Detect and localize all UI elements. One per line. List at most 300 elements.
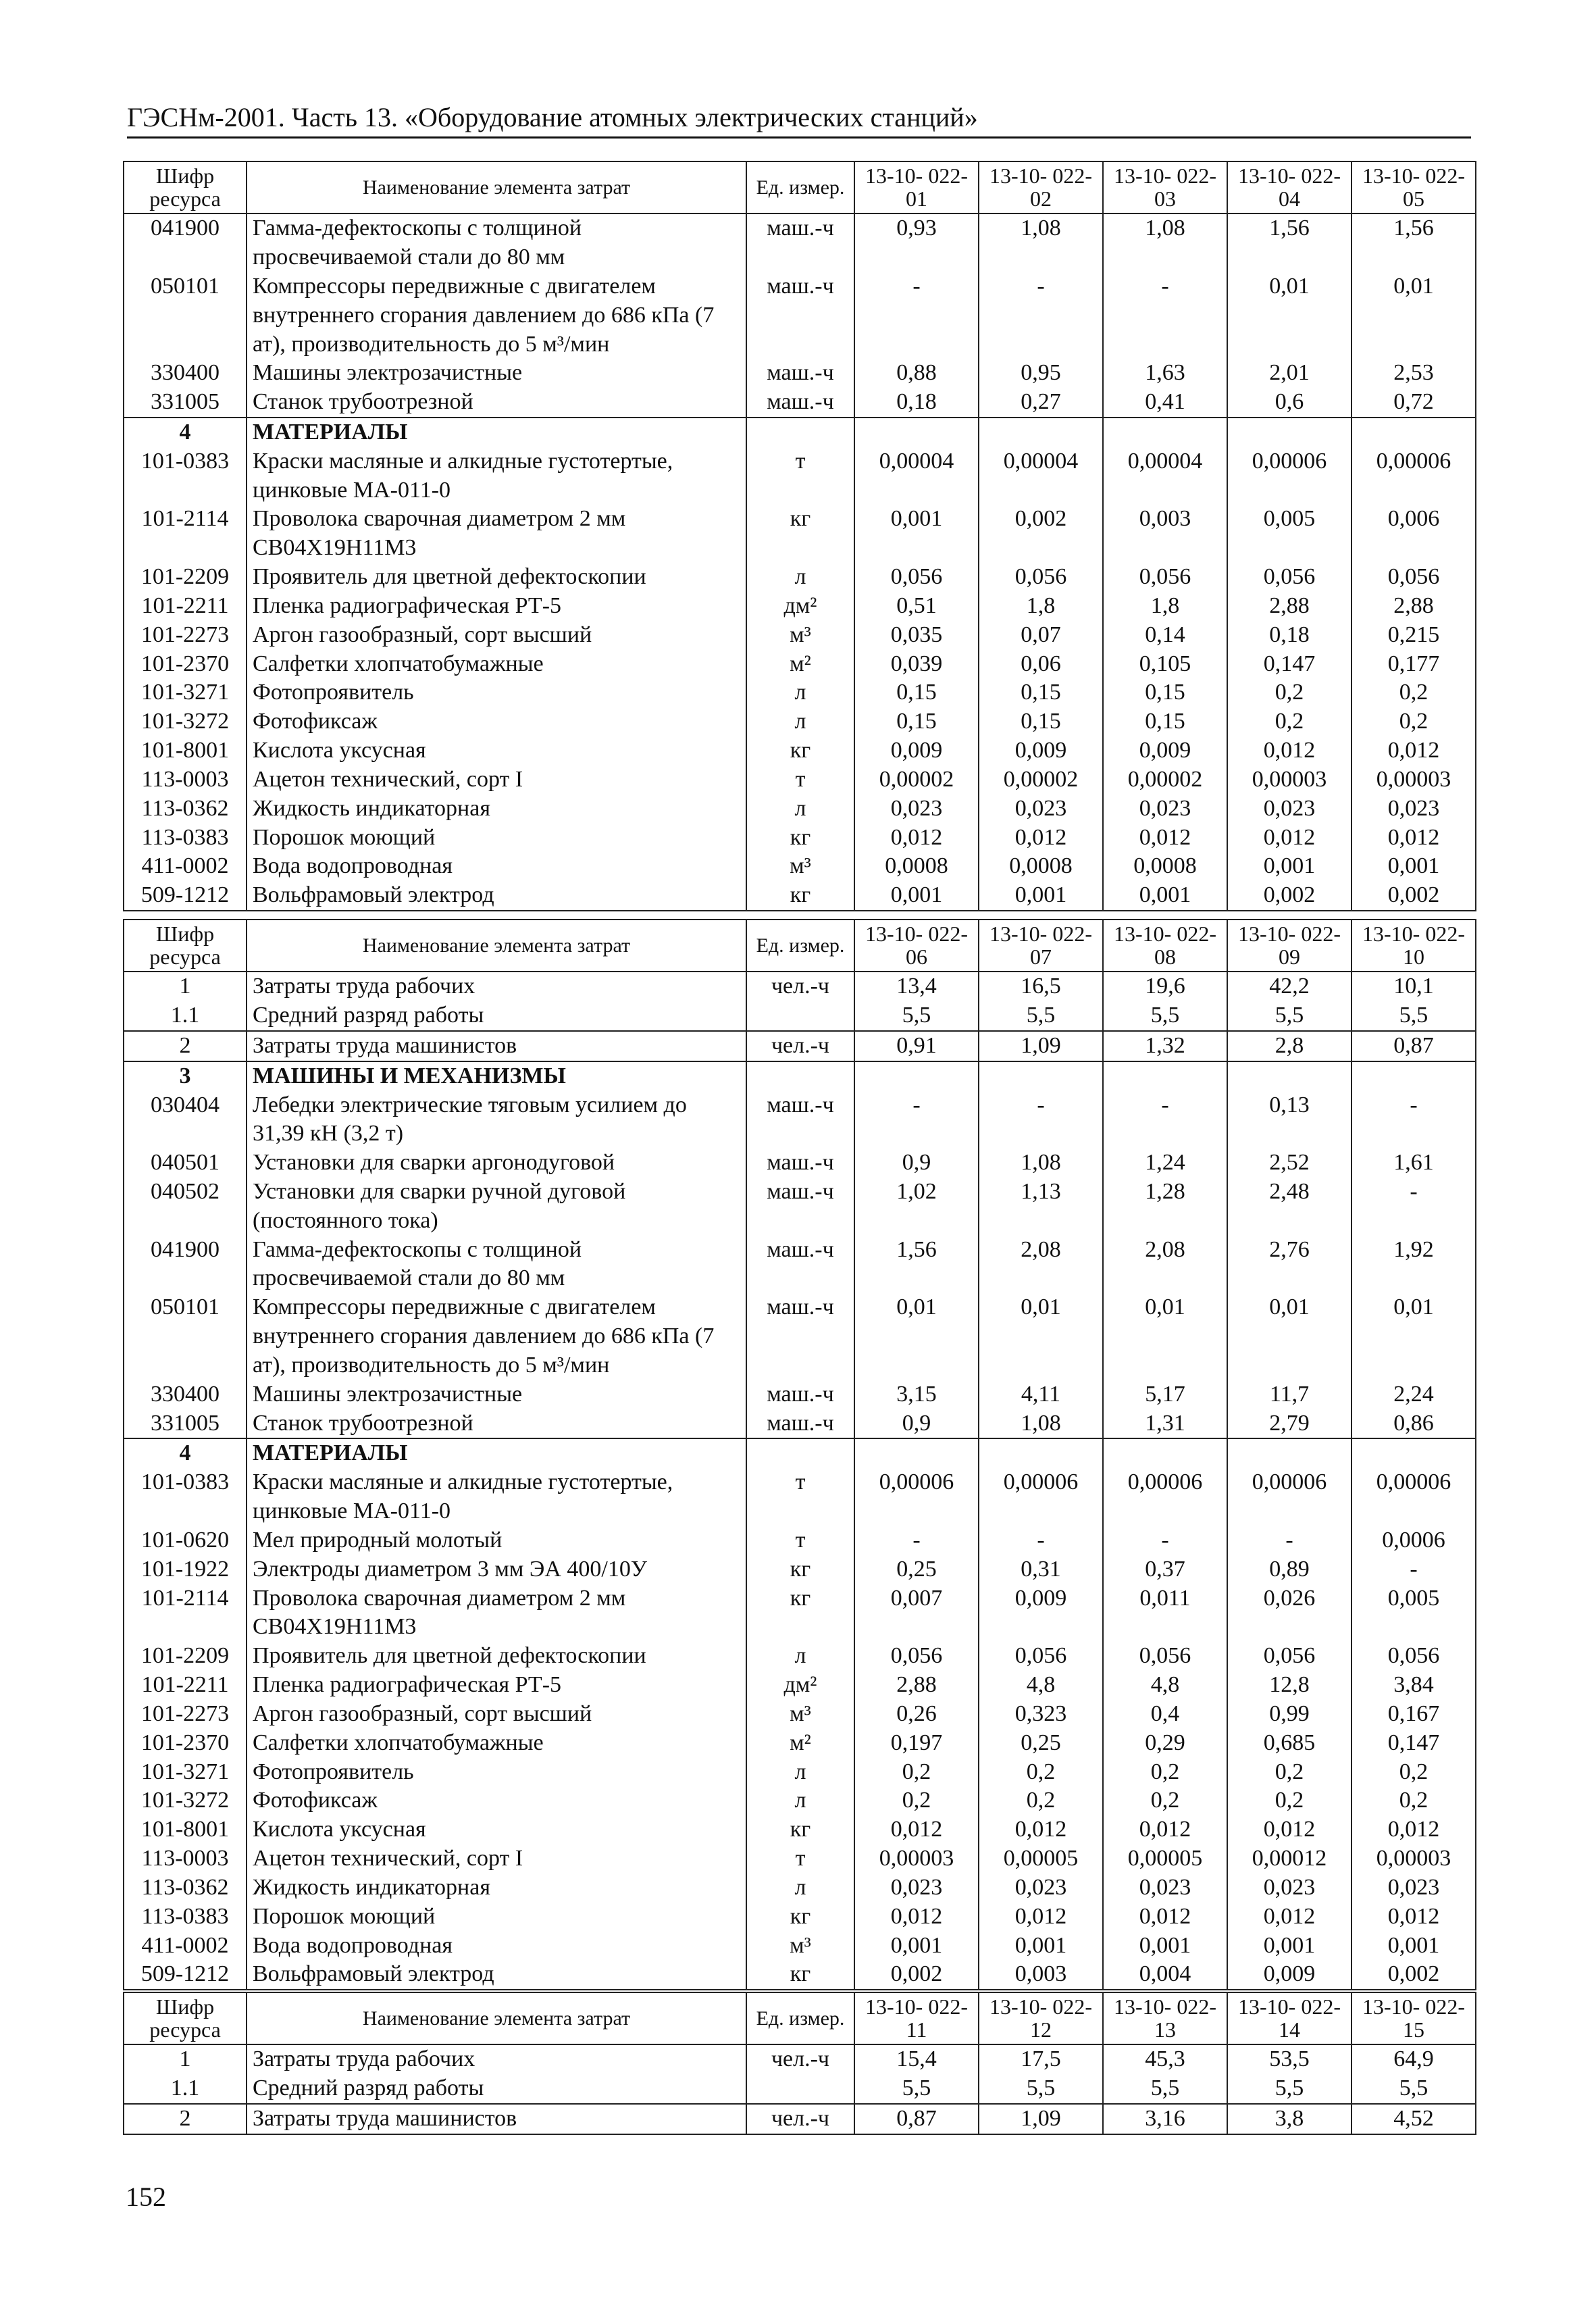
norm-value: - xyxy=(854,272,979,359)
table-row xyxy=(124,736,1476,765)
norm-value: 0,035 xyxy=(854,621,979,650)
unit-of-measure: кг xyxy=(746,1555,854,1584)
table-row xyxy=(124,2044,1476,2074)
cost-element-name: Станок трубоотрезной xyxy=(247,1409,746,1439)
norm-value: 0,685 xyxy=(1227,1729,1352,1758)
table-row xyxy=(124,1786,1476,1815)
column-header-norm-code: 13-10- 022-01 xyxy=(854,161,979,213)
table-row xyxy=(124,621,1476,650)
norm-value xyxy=(1103,1438,1227,1468)
norm-value: 0,93 xyxy=(854,213,979,272)
table-row xyxy=(124,447,1476,505)
unit-of-measure: дм² xyxy=(746,592,854,621)
norm-value: 0,023 xyxy=(979,1873,1103,1903)
norm-value: 5,5 xyxy=(854,2074,979,2104)
page-number: 152 xyxy=(126,2182,166,2212)
cost-element-name: Фотопроявитель xyxy=(247,678,746,707)
norm-value: 0,0008 xyxy=(979,852,1103,881)
unit-of-measure: л xyxy=(746,1758,854,1787)
norm-value: 1,32 xyxy=(1103,1031,1227,1061)
resource-code: 101-2209 xyxy=(124,563,247,592)
table-row xyxy=(124,359,1476,388)
unit-of-measure xyxy=(746,1001,854,1031)
resource-code: 509-1212 xyxy=(124,1960,247,1990)
norm-value: 2,08 xyxy=(979,1236,1103,1294)
norm-value: 0,2 xyxy=(1103,1758,1227,1787)
norm-value: 3,8 xyxy=(1227,2104,1352,2134)
norm-value: 5,5 xyxy=(1103,1001,1227,1031)
norm-value: 0,105 xyxy=(1103,650,1227,679)
resource-code: 411-0002 xyxy=(124,852,247,881)
table-row xyxy=(124,563,1476,592)
norm-value: 0,005 xyxy=(1352,1584,1476,1642)
unit-of-measure: л xyxy=(746,1642,854,1671)
unit-of-measure: м³ xyxy=(746,852,854,881)
norm-value: 1,92 xyxy=(1352,1236,1476,1294)
norm-value: 0,07 xyxy=(979,621,1103,650)
norm-value: 0,89 xyxy=(1227,1555,1352,1584)
norm-value: 5,5 xyxy=(1352,2074,1476,2104)
norm-value: 64,9 xyxy=(1352,2044,1476,2074)
norm-value: 0,2 xyxy=(1352,707,1476,736)
norm-value: 0,0008 xyxy=(1103,852,1227,881)
norm-value xyxy=(854,1438,979,1468)
resource-code: 1 xyxy=(124,972,247,1001)
norm-value: 0,177 xyxy=(1352,650,1476,679)
norm-value: 2,76 xyxy=(1227,1236,1352,1294)
norm-value: 0,012 xyxy=(1352,824,1476,853)
norm-value: 0,056 xyxy=(1352,563,1476,592)
unit-of-measure: чел.-ч xyxy=(746,2044,854,2074)
norm-value: 0,01 xyxy=(1103,1293,1227,1380)
unit-of-measure xyxy=(746,1061,854,1091)
norm-value: 17,5 xyxy=(979,2044,1103,2074)
norm-value: 0,2 xyxy=(1352,1786,1476,1815)
resource-code: 101-0383 xyxy=(124,1468,247,1526)
table-header-row xyxy=(124,920,1476,972)
column-header-norm-code: 13-10- 022-11 xyxy=(854,1992,979,2044)
norm-value: 0,001 xyxy=(1352,1932,1476,1961)
column-header-name: Наименование элемента затрат xyxy=(247,1992,746,2044)
cost-element-name: Фотофиксаж xyxy=(247,1786,746,1815)
norm-value: 0,2 xyxy=(1227,1758,1352,1787)
table-row xyxy=(124,1409,1476,1439)
norm-value: 0,00006 xyxy=(1352,1468,1476,1526)
norm-value: 0,27 xyxy=(979,388,1103,418)
norm-value: 0,2 xyxy=(979,1758,1103,1787)
norm-value: 2,53 xyxy=(1352,359,1476,388)
cost-element-name: Вода водопроводная xyxy=(247,1932,746,1961)
norm-value: 0,00003 xyxy=(854,1844,979,1873)
norm-value: 2,88 xyxy=(1227,592,1352,621)
norm-value: - xyxy=(979,1526,1103,1555)
unit-of-measure: м³ xyxy=(746,1932,854,1961)
resource-code: 4 xyxy=(124,418,247,447)
resource-code: 101-2370 xyxy=(124,650,247,679)
resource-code: 101-3271 xyxy=(124,678,247,707)
unit-of-measure: кг xyxy=(746,1584,854,1642)
cost-element-name: Затраты труда рабочих xyxy=(247,2044,746,2074)
unit-of-measure: маш.-ч xyxy=(746,388,854,418)
norm-value: 1,8 xyxy=(1103,592,1227,621)
column-header-norm-code: 13-10- 022-13 xyxy=(1103,1992,1227,2044)
unit-of-measure: м² xyxy=(746,1729,854,1758)
resource-code: 113-0383 xyxy=(124,1903,247,1932)
cost-element-name: Фотофиксаж xyxy=(247,707,746,736)
unit-of-measure: дм² xyxy=(746,1671,854,1700)
table-header-row xyxy=(124,1992,1476,2044)
table-row xyxy=(124,1873,1476,1903)
norm-value: 0,2 xyxy=(1227,678,1352,707)
resource-code: 101-2209 xyxy=(124,1642,247,1671)
norm-value: 0,86 xyxy=(1352,1409,1476,1439)
norm-value: 0,15 xyxy=(1103,707,1227,736)
unit-of-measure: маш.-ч xyxy=(746,1293,854,1380)
norm-value: 0,012 xyxy=(1352,1815,1476,1844)
resource-code: 1.1 xyxy=(124,2074,247,2104)
norm-value: 0,004 xyxy=(1103,1960,1227,1990)
resource-code: 101-2370 xyxy=(124,1729,247,1758)
norm-value: - xyxy=(1227,1526,1352,1555)
norm-value: 2,88 xyxy=(854,1671,979,1700)
norm-value xyxy=(1227,1061,1352,1091)
cost-element-name: Жидкость индикаторная xyxy=(247,1873,746,1903)
unit-of-measure: м³ xyxy=(746,1700,854,1729)
norm-value xyxy=(1352,1061,1476,1091)
resource-code: 1.1 xyxy=(124,1001,247,1031)
table-row xyxy=(124,213,1476,272)
table-row xyxy=(124,707,1476,736)
norm-value: 0,005 xyxy=(1227,505,1352,563)
column-header-norm-code: 13-10- 022-04 xyxy=(1227,161,1352,213)
table-row xyxy=(124,1642,1476,1671)
norm-value: 0,002 xyxy=(854,1960,979,1990)
table-row xyxy=(124,1815,1476,1844)
resource-code: 101-2273 xyxy=(124,621,247,650)
norm-value: 0,056 xyxy=(1352,1642,1476,1671)
norm-value: 0,056 xyxy=(1227,1642,1352,1671)
cost-element-name: Затраты труда машинистов xyxy=(247,1031,746,1061)
norm-value: 0,6 xyxy=(1227,388,1352,418)
table-row xyxy=(124,1671,1476,1700)
column-header-name: Наименование элемента затрат xyxy=(247,161,746,213)
resource-code: 331005 xyxy=(124,1409,247,1439)
cost-element-name: Проявитель для цветной дефектоскопии xyxy=(247,563,746,592)
norm-value: - xyxy=(1103,1091,1227,1149)
norm-value: 4,8 xyxy=(1103,1671,1227,1700)
norm-value: 1,13 xyxy=(979,1178,1103,1236)
norm-value: 0,14 xyxy=(1103,621,1227,650)
norm-value: 0,01 xyxy=(854,1293,979,1380)
norm-value: 0,012 xyxy=(1103,1903,1227,1932)
resource-code: 101-3272 xyxy=(124,1786,247,1815)
norm-value xyxy=(854,1061,979,1091)
cost-element-name: Станок трубоотрезной xyxy=(247,388,746,418)
unit-of-measure: кг xyxy=(746,1815,854,1844)
unit-of-measure: т xyxy=(746,1844,854,1873)
unit-of-measure: маш.-ч xyxy=(746,213,854,272)
resource-code: 1 xyxy=(124,2044,247,2074)
norm-value: 3,16 xyxy=(1103,2104,1227,2134)
norm-value: 2,48 xyxy=(1227,1178,1352,1236)
unit-of-measure: маш.-ч xyxy=(746,1236,854,1294)
norm-value: 5,5 xyxy=(854,1001,979,1031)
norm-value: 0,023 xyxy=(1227,1873,1352,1903)
table-header-row xyxy=(124,161,1476,213)
cost-element-name: Проявитель для цветной дефектоскопии xyxy=(247,1642,746,1671)
table-row xyxy=(124,1903,1476,1932)
table-row xyxy=(124,1960,1476,1990)
table-row xyxy=(124,1584,1476,1642)
norm-value: 0,01 xyxy=(1227,1293,1352,1380)
unit-of-measure: л xyxy=(746,707,854,736)
norm-value: 0,012 xyxy=(854,1903,979,1932)
norm-value xyxy=(1227,1438,1352,1468)
norm-value: 0,2 xyxy=(854,1758,979,1787)
unit-of-measure: м² xyxy=(746,650,854,679)
norm-value: 0,012 xyxy=(979,824,1103,853)
norm-value: 1,09 xyxy=(979,1031,1103,1061)
cost-element-name: Затраты труда машинистов xyxy=(247,2104,746,2134)
cost-element-name: Вольфрамовый электрод xyxy=(247,1960,746,1990)
norm-value: 0,012 xyxy=(1352,736,1476,765)
norm-value: 0,0006 xyxy=(1352,1526,1476,1555)
norm-value: 0,9 xyxy=(854,1149,979,1178)
column-header-code: Шифр ресурса xyxy=(124,920,247,972)
table-row xyxy=(124,1844,1476,1873)
cost-element-name: Установки для сварки аргонодуговой xyxy=(247,1149,746,1178)
norm-value: 0,009 xyxy=(854,736,979,765)
table-row xyxy=(124,1438,1476,1468)
norm-value: 1,09 xyxy=(979,2104,1103,2134)
norm-value: 0,87 xyxy=(854,2104,979,2134)
norm-value: 0,002 xyxy=(1352,1960,1476,1990)
column-header-unit: Ед. измер. xyxy=(746,920,854,972)
table-row xyxy=(124,1091,1476,1149)
table-row xyxy=(124,1061,1476,1091)
norm-value: 0,18 xyxy=(854,388,979,418)
unit-of-measure: чел.-ч xyxy=(746,1031,854,1061)
norm-value: 0,25 xyxy=(979,1729,1103,1758)
norm-value: 5,5 xyxy=(979,1001,1103,1031)
norm-value: 0,00006 xyxy=(1227,447,1352,505)
norm-value xyxy=(979,418,1103,447)
norm-value: 2,52 xyxy=(1227,1149,1352,1178)
norm-value: 0,15 xyxy=(854,707,979,736)
norm-value: 0,056 xyxy=(979,1642,1103,1671)
resource-code: 101-3272 xyxy=(124,707,247,736)
norm-value: 0,01 xyxy=(1352,1293,1476,1380)
table-row xyxy=(124,1380,1476,1409)
resource-code: 101-1922 xyxy=(124,1555,247,1584)
table-row xyxy=(124,881,1476,911)
norm-value: 0,147 xyxy=(1227,650,1352,679)
norm-value: 0,00005 xyxy=(1103,1844,1227,1873)
cost-element-name: МАТЕРИАЛЫ xyxy=(247,418,746,447)
norm-value: 0,31 xyxy=(979,1555,1103,1584)
norm-value: 0,9 xyxy=(854,1409,979,1439)
table-row xyxy=(124,1932,1476,1961)
norm-value: 0,13 xyxy=(1227,1091,1352,1149)
norm-value: 0,87 xyxy=(1352,1031,1476,1061)
cost-element-name: Кислота уксусная xyxy=(247,1815,746,1844)
norm-value: 0,002 xyxy=(1227,881,1352,911)
cost-element-name: Мел природный молотый xyxy=(247,1526,746,1555)
cost-element-name: Фотопроявитель xyxy=(247,1758,746,1787)
column-header-norm-code: 13-10- 022-03 xyxy=(1103,161,1227,213)
norm-value: - xyxy=(1103,1526,1227,1555)
column-header-norm-code: 13-10- 022-09 xyxy=(1227,920,1352,972)
norm-value: 0,012 xyxy=(979,1903,1103,1932)
resource-code: 330400 xyxy=(124,1380,247,1409)
column-header-norm-code: 13-10- 022-08 xyxy=(1103,920,1227,972)
cost-element-name: Салфетки хлопчатобумажные xyxy=(247,650,746,679)
norm-value: 0,012 xyxy=(1227,1815,1352,1844)
norm-value: 0,056 xyxy=(854,563,979,592)
unit-of-measure: кг xyxy=(746,1903,854,1932)
norm-value: 0,00003 xyxy=(1352,765,1476,795)
resource-code: 101-3271 xyxy=(124,1758,247,1787)
cost-element-name: МАШИНЫ И МЕХАНИЗМЫ xyxy=(247,1061,746,1091)
norm-value: 1,8 xyxy=(979,592,1103,621)
unit-of-measure: чел.-ч xyxy=(746,972,854,1001)
norm-value: - xyxy=(1352,1555,1476,1584)
norm-value: - xyxy=(979,1091,1103,1149)
cost-element-name: Гамма-дефектоскопы с толщиной просвечиваемой стали до 80 мм xyxy=(247,1236,746,1294)
cost-element-name: Салфетки хлопчатобумажные xyxy=(247,1729,746,1758)
norm-value: 0,023 xyxy=(1227,795,1352,824)
norm-value: 0,001 xyxy=(1352,852,1476,881)
resource-code: 101-2211 xyxy=(124,592,247,621)
table-row xyxy=(124,1729,1476,1758)
norms-table-2 xyxy=(123,919,1476,1990)
cost-element-name: Краски масляные и алкидные густотертые, цинковые МА-011-0 xyxy=(247,447,746,505)
unit-of-measure: л xyxy=(746,795,854,824)
resource-code: 101-8001 xyxy=(124,1815,247,1844)
resource-code: 331005 xyxy=(124,388,247,418)
norm-value: 0,056 xyxy=(1103,1642,1227,1671)
norms-table-1 xyxy=(123,161,1476,911)
table-row xyxy=(124,1758,1476,1787)
table-row xyxy=(124,1178,1476,1236)
resource-code: 113-0362 xyxy=(124,1873,247,1903)
norm-value: 1,56 xyxy=(1227,213,1352,272)
resource-code: 509-1212 xyxy=(124,881,247,911)
norm-value: 0,006 xyxy=(1352,505,1476,563)
norm-value: 0,001 xyxy=(979,881,1103,911)
table-row xyxy=(124,1293,1476,1380)
resource-code: 101-2211 xyxy=(124,1671,247,1700)
norm-value: 1,08 xyxy=(979,213,1103,272)
cost-element-name: Кислота уксусная xyxy=(247,736,746,765)
norm-value: 0,056 xyxy=(979,563,1103,592)
table-row xyxy=(124,765,1476,795)
norm-value: - xyxy=(854,1526,979,1555)
norm-value: 0,18 xyxy=(1227,621,1352,650)
norm-value: - xyxy=(854,1091,979,1149)
table-row xyxy=(124,272,1476,359)
norm-value: 0,00004 xyxy=(979,447,1103,505)
norm-value xyxy=(1227,418,1352,447)
table-row xyxy=(124,388,1476,418)
column-header-norm-code: 13-10- 022-06 xyxy=(854,920,979,972)
norm-value: 0,011 xyxy=(1103,1584,1227,1642)
norms-table-3 xyxy=(123,1992,1476,2135)
unit-of-measure: кг xyxy=(746,505,854,563)
norm-value: 0,01 xyxy=(1352,272,1476,359)
unit-of-measure: кг xyxy=(746,881,854,911)
norm-value: 0,002 xyxy=(979,505,1103,563)
resource-code: 101-2114 xyxy=(124,1584,247,1642)
table-row xyxy=(124,678,1476,707)
norm-value: 0,2 xyxy=(979,1786,1103,1815)
cost-element-name: Пленка радиографическая РТ-5 xyxy=(247,1671,746,1700)
table-row xyxy=(124,418,1476,447)
cost-element-name: Затраты труда рабочих xyxy=(247,972,746,1001)
resource-code: 2 xyxy=(124,2104,247,2134)
norm-value: 0,001 xyxy=(1227,852,1352,881)
norm-value: 2,79 xyxy=(1227,1409,1352,1439)
norm-value: 0,06 xyxy=(979,650,1103,679)
norm-value: 0,167 xyxy=(1352,1700,1476,1729)
resource-code: 411-0002 xyxy=(124,1932,247,1961)
table-row xyxy=(124,592,1476,621)
norm-value: 0,001 xyxy=(1227,1932,1352,1961)
norm-value: 0,25 xyxy=(854,1555,979,1584)
resource-code: 113-0003 xyxy=(124,1844,247,1873)
norm-value: 0,056 xyxy=(1103,563,1227,592)
norm-value: 5,5 xyxy=(1227,1001,1352,1031)
norm-value: 1,31 xyxy=(1103,1409,1227,1439)
cost-element-name: Порошок моющий xyxy=(247,1903,746,1932)
norm-value: 0,2 xyxy=(1352,678,1476,707)
norm-value: 0,023 xyxy=(854,795,979,824)
norm-value: 0,99 xyxy=(1227,1700,1352,1729)
norm-value: 45,3 xyxy=(1103,2044,1227,2074)
norm-value: 0,039 xyxy=(854,650,979,679)
cost-element-name: Проволока сварочная диаметром 2 мм СВ04Х19Н11М3 xyxy=(247,505,746,563)
norm-value xyxy=(1352,418,1476,447)
norm-value: 0,012 xyxy=(854,1815,979,1844)
norm-value: 0,056 xyxy=(1227,563,1352,592)
norm-value: 4,52 xyxy=(1352,2104,1476,2134)
table-row xyxy=(124,650,1476,679)
norm-value: 0,002 xyxy=(1352,881,1476,911)
resource-code: 050101 xyxy=(124,1293,247,1380)
norm-value: 2,24 xyxy=(1352,1380,1476,1409)
norm-value: 0,012 xyxy=(1103,1815,1227,1844)
unit-of-measure: кг xyxy=(746,736,854,765)
unit-of-measure: кг xyxy=(746,1960,854,1990)
norm-value: 0,023 xyxy=(1352,795,1476,824)
resource-code: 113-0003 xyxy=(124,765,247,795)
cost-element-name: Компрессоры передвижные с двигателем внутреннего сгорания давлением до 686 кПа (7 ат), производительность до 5 м³/мин xyxy=(247,272,746,359)
norm-value: 0,001 xyxy=(1103,1932,1227,1961)
norm-value: 0,012 xyxy=(1227,1903,1352,1932)
unit-of-measure: маш.-ч xyxy=(746,1091,854,1149)
norm-value: 0,29 xyxy=(1103,1729,1227,1758)
norm-value: 1,28 xyxy=(1103,1178,1227,1236)
norm-value: 5,5 xyxy=(1227,2074,1352,2104)
norm-value: 0,01 xyxy=(1227,272,1352,359)
norm-value: - xyxy=(1352,1091,1476,1149)
cost-element-name: Ацетон технический, сорт I xyxy=(247,1844,746,1873)
resource-code: 101-2273 xyxy=(124,1700,247,1729)
norm-value: 0,26 xyxy=(854,1700,979,1729)
cost-element-name: МАТЕРИАЛЫ xyxy=(247,1438,746,1468)
cost-element-name: Пленка радиографическая РТ-5 xyxy=(247,592,746,621)
norm-value: 0,41 xyxy=(1103,388,1227,418)
